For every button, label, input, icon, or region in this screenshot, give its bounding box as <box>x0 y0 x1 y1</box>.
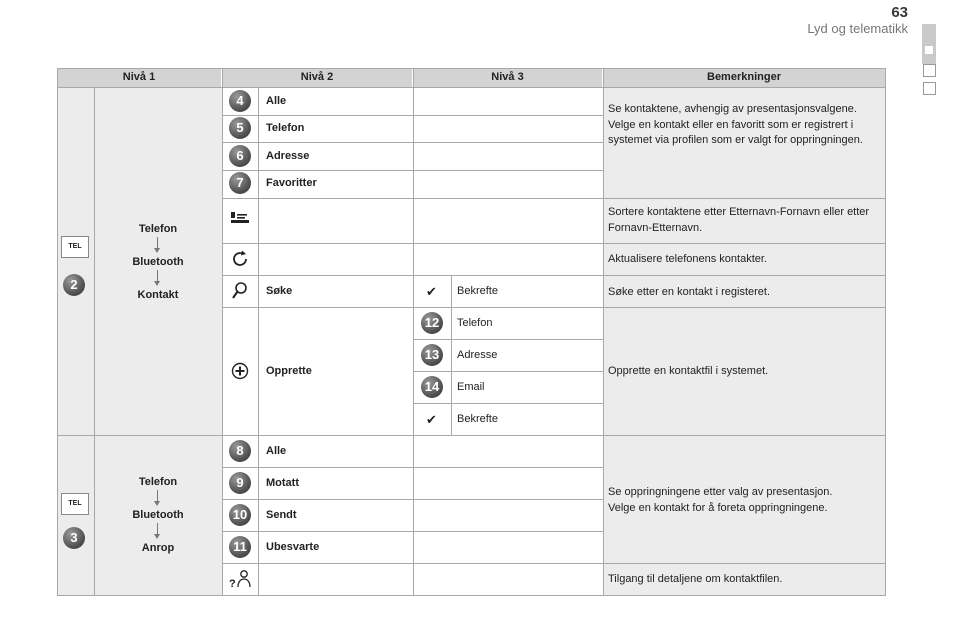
step-badge: 8 <box>229 440 251 462</box>
page-tab-square <box>925 46 933 54</box>
col-header-level1: Nivå 1 <box>57 68 221 87</box>
path-item: Anrop <box>141 542 175 554</box>
menu-item-search: Søke <box>266 285 293 297</box>
path-item: Bluetooth <box>132 256 184 268</box>
remark-search: Søke etter en kontakt i registeret. <box>608 286 771 298</box>
arrow-down-icon <box>108 269 208 288</box>
col-header-remarks: Bemerkninger <box>603 68 885 87</box>
contact-details-icon <box>229 568 253 595</box>
confirm-label: Bekrefte <box>457 285 498 297</box>
step-badge: 3 <box>63 527 85 549</box>
menu-path-calls <box>108 475 208 555</box>
svg-text:?: ? <box>229 578 236 590</box>
sort-list-icon <box>230 211 250 230</box>
create-field-address: Adresse <box>457 349 498 361</box>
path-item: Kontakt <box>137 289 179 301</box>
create-field-email: Email <box>457 381 485 393</box>
remark-sort: Sortere kontaktene etter Etternavn-Fornavn eller etter Fornavn-Etternavn. <box>608 206 870 234</box>
path-item: Telefon <box>138 223 178 235</box>
menu-item-sent: Sendt <box>266 509 297 521</box>
step-badge: 9 <box>229 472 251 494</box>
tel-button-icon: TEL <box>61 236 89 258</box>
remark-details: Tilgang til detaljene om kontaktfilen. <box>608 573 783 585</box>
menu-path-contacts <box>108 222 208 302</box>
section-title: Lyd og telematikk <box>807 21 908 36</box>
confirm-label: Bekrefte <box>457 413 498 425</box>
page-tab-square <box>923 82 936 95</box>
step-badge: 12 <box>421 312 443 334</box>
step-badge: 11 <box>229 536 251 558</box>
page-tab-square <box>923 64 936 77</box>
menu-item-address: Adresse <box>266 150 310 162</box>
create-field-phone: Telefon <box>457 317 493 329</box>
menu-item-favorites: Favoritter <box>266 177 317 189</box>
search-icon <box>231 281 249 306</box>
step-badge: 2 <box>63 274 85 296</box>
tel-button-icon: TEL <box>61 493 89 515</box>
plus-circle-icon <box>231 362 249 385</box>
arrow-down-icon <box>108 522 208 541</box>
page-tab-marker <box>922 24 936 64</box>
arrow-down-icon <box>108 489 208 508</box>
remark-create: Opprette en kontaktfil i systemet. <box>608 365 769 377</box>
step-badge: 4 <box>229 90 251 112</box>
step-badge: 10 <box>229 504 251 526</box>
refresh-icon <box>230 249 250 274</box>
menu-item-create: Opprette <box>266 365 312 377</box>
menu-item-all-calls: Alle <box>266 445 287 457</box>
path-item: Bluetooth <box>132 509 184 521</box>
remark-refresh: Aktualisere telefonens kontakter. <box>608 253 767 265</box>
menu-item-received: Motatt <box>266 477 299 489</box>
arrow-down-icon <box>108 236 208 255</box>
checkmark-icon: ✔ <box>426 412 437 427</box>
step-badge: 6 <box>229 145 251 167</box>
checkmark-icon: ✔ <box>426 284 437 299</box>
page-number: 63 <box>891 4 908 21</box>
step-badge: 13 <box>421 344 443 366</box>
menu-item-missed: Ubesvarte <box>266 541 320 553</box>
step-badge: 7 <box>229 172 251 194</box>
menu-item-all: Alle <box>266 95 287 107</box>
col-header-level2: Nivå 2 <box>222 68 412 87</box>
step-badge: 5 <box>229 117 251 139</box>
path-item: Telefon <box>138 476 178 488</box>
remark-calls: Se oppringningene etter valg av presentasjon. Velge en kontakt for å foreta oppringningene. <box>608 486 833 514</box>
menu-item-phone: Telefon <box>266 122 305 134</box>
remark-view-contacts: Se kontaktene, avhengig av presentasjonsvalgene. Velge en kontakt eller en favoritt som er registrert i systemet via profilen som er valgt for oppringningen. <box>608 103 863 146</box>
step-badge: 14 <box>421 376 443 398</box>
col-header-level3: Nivå 3 <box>413 68 602 87</box>
